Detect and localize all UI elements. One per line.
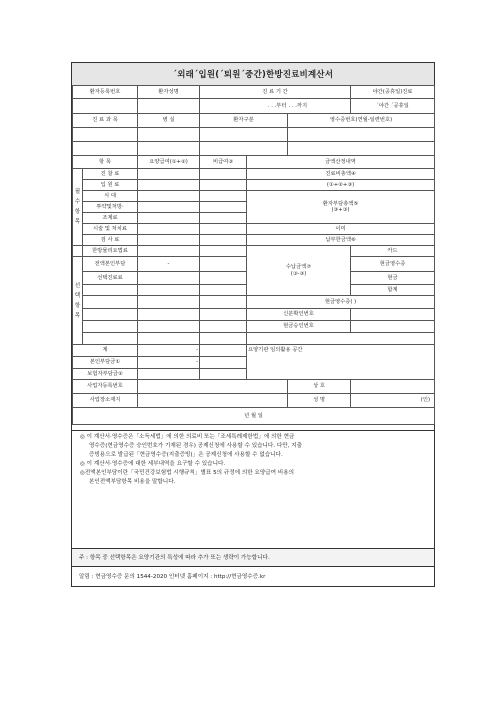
cell-input[interactable] bbox=[200, 333, 247, 345]
contact-info: 알림 : 현금영수증 문의 1544-2020 인터넷 홈페이지 : http://현금영수증.kr bbox=[72, 566, 434, 586]
cell-input[interactable] bbox=[200, 285, 247, 296]
cell-input[interactable] bbox=[200, 296, 247, 309]
cell-input[interactable] bbox=[138, 246, 200, 257]
note-line: ◎ 이 계산서·영수증은「소득세법」에 의한 의료비 또는「조세특례제한법」에 의한 현금 bbox=[80, 434, 295, 440]
period-to[interactable]: . . .까지 bbox=[288, 99, 351, 114]
department-value[interactable] bbox=[73, 128, 138, 142]
patient-name-value[interactable] bbox=[138, 99, 200, 114]
insured-col-header: 요양급여(①+②) bbox=[138, 156, 200, 169]
blank-cell bbox=[83, 321, 138, 333]
cash-receipt-label: 현금영수증 bbox=[351, 257, 435, 272]
note-line: 증빙용으로 발급된「현금영수증(지출증빙)」은 공제신청에 사용할 수 없습니다. bbox=[89, 452, 283, 458]
item-procedure: 시술 및 처치료 bbox=[83, 224, 138, 235]
cell-input[interactable] bbox=[200, 246, 247, 257]
cell-input[interactable] bbox=[138, 224, 200, 235]
cell-input[interactable] bbox=[138, 285, 200, 296]
cell-input[interactable] bbox=[200, 369, 247, 380]
ward-value[interactable] bbox=[138, 128, 200, 142]
item-physio: 한방물리요법료 bbox=[83, 246, 138, 257]
item-full-self-pay: 전액본인부담 bbox=[83, 257, 138, 272]
patient-total-formula: (③+③) bbox=[331, 207, 350, 213]
cell-input[interactable] bbox=[200, 309, 247, 321]
biz-reg-label: 사업자등록번호 bbox=[73, 380, 138, 394]
cell-input[interactable] bbox=[138, 272, 200, 285]
receipt-no-value[interactable] bbox=[288, 128, 435, 142]
item-drug-cont: 조제료 bbox=[83, 213, 138, 224]
cell-input[interactable] bbox=[138, 169, 200, 180]
cell-input[interactable] bbox=[200, 180, 247, 191]
free-use-space: 요양기관 임의활용 공간 bbox=[247, 345, 435, 380]
cell-input[interactable] bbox=[200, 191, 247, 202]
insurer-pay-label: 보험자부담금② bbox=[73, 369, 138, 380]
cell-input[interactable] bbox=[138, 202, 200, 213]
cell-input[interactable] bbox=[138, 369, 200, 380]
receipt-amount-cell bbox=[247, 246, 351, 296]
total-insured-dash: - bbox=[138, 345, 200, 357]
cell-input[interactable] bbox=[200, 224, 247, 235]
patient-total-label: 환자부담총액⑤ bbox=[322, 200, 359, 207]
cell-input[interactable] bbox=[138, 235, 200, 246]
cell-input[interactable] bbox=[138, 333, 200, 345]
trade-name-label: 상 호 bbox=[288, 380, 351, 394]
biz-addr-label: 사업장소재지 bbox=[73, 394, 138, 408]
note-line: ◎전액본인부담이란「국민건강보험법 시행규칙」별표 5의 규정에 의한 요양급여 비용의 bbox=[80, 470, 295, 476]
blank-cell bbox=[83, 333, 138, 345]
item-exam: 검 사 료 bbox=[83, 235, 138, 246]
biz-reg-value[interactable] bbox=[138, 380, 288, 394]
night-options[interactable]: ´야간 ´공휴일 bbox=[351, 99, 435, 114]
blank-cell bbox=[247, 333, 435, 345]
self-pay-label: 본인부담금① bbox=[73, 357, 138, 369]
full-self-insured-dash: - bbox=[138, 257, 200, 272]
optional-items-note: 주 : 항목 중 선택항목은 요양기관의 특성에 따라 추가 또는 생략이 가능합니다. bbox=[72, 548, 434, 566]
cell-input[interactable] bbox=[138, 191, 200, 202]
cell-input[interactable] bbox=[200, 235, 247, 246]
blank-cell bbox=[83, 309, 138, 321]
billing-statement-form bbox=[71, 62, 435, 587]
patient-type-label: 환자구분 bbox=[200, 114, 288, 128]
cell-input[interactable] bbox=[200, 169, 247, 180]
approval-no-label: 현금승인번호 bbox=[247, 321, 351, 333]
cell-input[interactable] bbox=[200, 321, 247, 333]
sum-label: 합계 bbox=[351, 285, 435, 296]
patient-reg-no-value[interactable] bbox=[73, 99, 138, 114]
trade-name-value[interactable] bbox=[351, 380, 435, 394]
total-row-label: 계 bbox=[73, 345, 138, 357]
paid-amount-label: 납부한금액⑥ bbox=[247, 235, 435, 246]
blank-cell bbox=[138, 142, 200, 156]
cell-input[interactable] bbox=[200, 213, 247, 224]
self-pay-dash: - bbox=[138, 357, 200, 369]
blank-cell bbox=[83, 296, 138, 309]
optional-items-group: 선 택 항 목 bbox=[73, 257, 83, 345]
paid-label: 이미 bbox=[247, 224, 435, 235]
noninsured-col-header: 비급여③ bbox=[200, 156, 247, 169]
cash-label: 현금 bbox=[351, 272, 435, 285]
notes-section bbox=[72, 430, 434, 548]
item-col-header: 항 목 bbox=[73, 156, 138, 169]
issue-date[interactable]: 년 월 일 bbox=[73, 408, 435, 425]
rep-name-label: 성 명 bbox=[288, 394, 351, 408]
item-optional-care: 선택진료료 bbox=[83, 272, 138, 285]
id-no-label: 신분확인번호 bbox=[247, 309, 351, 321]
seal-mark: (인) bbox=[351, 394, 435, 408]
blank-cell bbox=[288, 142, 435, 156]
cell-input[interactable] bbox=[200, 272, 247, 285]
blank-cell bbox=[73, 246, 83, 257]
department-label: 진 료 과 목 bbox=[73, 114, 138, 128]
total-fee-formula: (①+②+③) bbox=[247, 180, 435, 191]
item-drug: 투약및처방· bbox=[83, 202, 138, 213]
id-no-value[interactable] bbox=[351, 309, 435, 321]
period-from[interactable]: . . .부터 bbox=[200, 99, 288, 114]
billing-table bbox=[72, 85, 435, 425]
card-label: 카드 bbox=[351, 246, 435, 257]
total-fee-label: 진료비총액④ bbox=[247, 169, 435, 180]
note-line: 본인전액부담항목 비용을 말합니다. bbox=[89, 479, 176, 485]
cell-input[interactable] bbox=[138, 296, 200, 309]
receipt-amount-formula: (③-③) bbox=[290, 270, 307, 277]
item-admission: 입 원 료 bbox=[83, 180, 138, 191]
note-line: 영수증(현금영수증 승인번호가 기재된 경우) 공제신청에 사용할 수 있습니다. 다만, 지출 bbox=[89, 443, 303, 449]
cell-input[interactable] bbox=[138, 321, 200, 333]
cell-input[interactable] bbox=[138, 213, 200, 224]
blank-cell bbox=[73, 142, 138, 156]
blank-cell bbox=[83, 285, 138, 296]
note-line: ◎ 이 계산서·영수증에 대한 세부내역을 요구할 수 있습니다. bbox=[80, 461, 226, 467]
item-meal: 식 대 bbox=[83, 191, 138, 202]
blank-cell bbox=[200, 142, 288, 156]
patient-type-value[interactable] bbox=[200, 128, 288, 142]
patient-total-cell bbox=[247, 191, 435, 224]
item-consult: 진 찰 료 bbox=[83, 169, 138, 180]
ward-label: 병 실 bbox=[138, 114, 200, 128]
cell-input[interactable] bbox=[200, 257, 247, 272]
patient-name-label: 환자성명 bbox=[138, 86, 200, 99]
cell-input[interactable] bbox=[200, 202, 247, 213]
approval-no-value[interactable] bbox=[351, 321, 435, 333]
period-label: 진 료 기 간 bbox=[200, 86, 351, 99]
form-title: ´외래´입원(´퇴원´중간)한방진료비계산서 bbox=[72, 63, 434, 86]
cell-input[interactable] bbox=[200, 345, 247, 357]
receipt-amount-label: 수납금액⑦ bbox=[285, 264, 312, 270]
amount-calc-header: 금액산정내역 bbox=[247, 156, 435, 169]
biz-addr-value[interactable] bbox=[138, 394, 288, 408]
cash-receipt-field[interactable]: 현금영수증( ) bbox=[247, 296, 435, 309]
cell-input[interactable] bbox=[200, 357, 247, 369]
cell-input[interactable] bbox=[138, 309, 200, 321]
patient-reg-no-label: 환자등록번호 bbox=[73, 86, 138, 99]
night-care-label: 야간(공휴일)진료 bbox=[351, 86, 435, 99]
cell-input[interactable] bbox=[138, 180, 200, 191]
receipt-no-label: 영수증번호(연월-일련번호) bbox=[288, 114, 435, 128]
required-items-group: 필 수 항 목 bbox=[73, 169, 83, 246]
